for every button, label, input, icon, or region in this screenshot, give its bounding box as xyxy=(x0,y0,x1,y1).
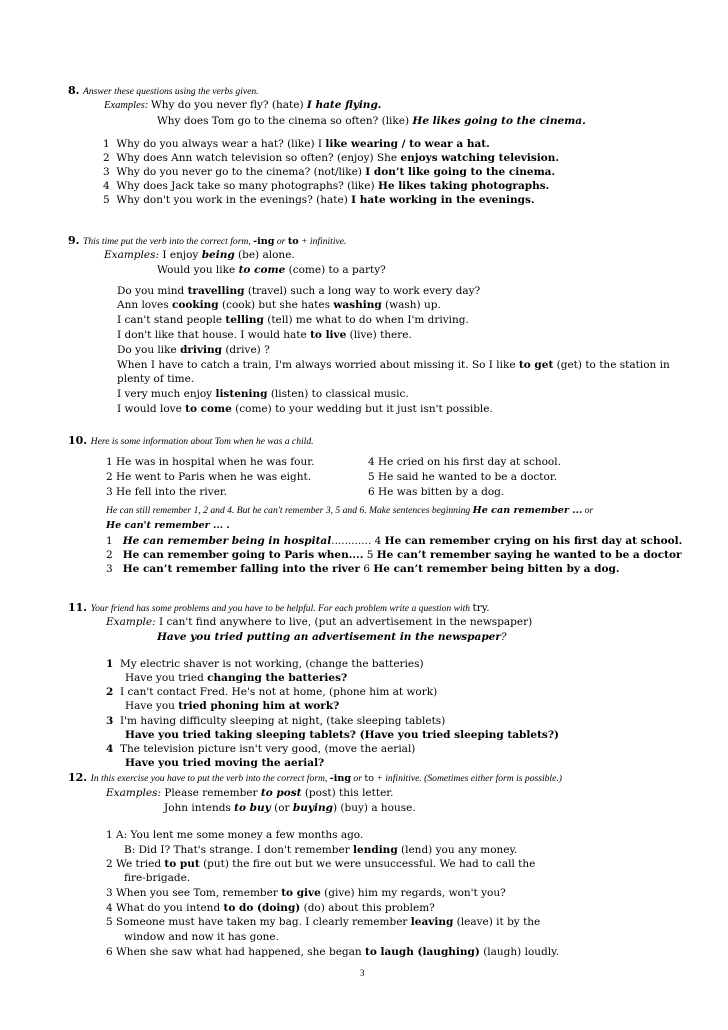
exercise-10-fact-1: 1 He was in hospital when he was four. xyxy=(106,456,315,468)
exercise-11-item-4-answer: Have you tried moving the aerial? xyxy=(125,757,325,769)
exercise-10-answer-1: 1 He can remember being in hospital............ 4 He can remember crying on his first day at school. xyxy=(106,535,683,547)
exercise-12-item-3: 3 When you see Tom, remember to give (give) him my regards, won't you? xyxy=(106,887,506,899)
exercise-10-answer-2: 2 He can remember going to Paris when.... 5 He can’t remember saying he wanted to be a doctor xyxy=(106,549,682,561)
exercise-8-example-2: Why does Tom go to the cinema so often? (like) He likes going to the cinema. xyxy=(157,115,586,127)
exercise-12-item-4: 4 What do you intend to do (doing) (do) about this problem? xyxy=(106,902,435,914)
exercise-10-fact-2: 2 He went to Paris when he was eight. xyxy=(106,471,312,483)
exercise-8-item-4: 4 Why does Jack take so many photographs? (like) He likes taking photographs. xyxy=(103,180,550,192)
exercise-8-item-3: 3 Why do you never go to the cinema? (not/like) I don’t like going to the cinema. xyxy=(103,166,556,178)
exercise-12-item-1b: B: Did I? That's strange. I don't remember lending (lend) you any money. xyxy=(124,844,518,856)
exercise-11-item-2-answer: Have you tried phoning him at work? xyxy=(125,700,340,712)
exercise-10-task: He can still remember 1, 2 and 4. But he can't remember 3, 5 and 6. Make sentences beginning He can remember ... or xyxy=(106,505,594,516)
exercise-12-example-1: Examples: Please remember to post (post) this letter. xyxy=(106,787,394,799)
exercise-11-example: Example: I can't find anywhere to live, (put an advertisement in the newspaper) xyxy=(106,616,533,628)
exercise-9-line-4: I don't like that house. I would hate to live (live) there. xyxy=(117,329,412,341)
exercise-9-heading: 9. This time put the verb into the correct form, -ing or to + infinitive. xyxy=(68,234,347,247)
exercise-11-item-3-answer: Have you tried taking sleeping tablets? (Have you tried sleeping tablets?) xyxy=(125,729,559,741)
exercise-8-item-1: 1 Why do you always wear a hat? (like) I like wearing / to wear a hat. xyxy=(103,138,490,150)
exercise-11-item-1-answer: Have you tried changing the batteries? xyxy=(125,672,348,684)
exercise-12-heading: 12. In this exercise you have to put the verb into the correct form, -ing or to + infinitive. (Sometimes either form is possible.) xyxy=(68,771,562,784)
exercise-10-fact-3: 3 He fell into the river. xyxy=(106,486,228,498)
exercise-9-line-7: I very much enjoy listening (listen) to classical music. xyxy=(117,388,409,400)
exercise-10-heading: 10. Here is some information about Tom when he was a child. xyxy=(68,434,314,447)
exercise-9-line-3: I can't stand people telling (tell) me what to do when I'm driving. xyxy=(117,314,469,326)
exercise-9-line-6: When I have to catch a train, I'm always worried about missing it. So I like to get (get) to the station in xyxy=(117,359,670,371)
exercise-8-item-5: 5 Why don't you work in the evenings? (hate) I hate working in the evenings. xyxy=(103,194,535,206)
exercise-11-item-4: 4 The television picture isn't very good, (move the aerial) xyxy=(106,743,416,755)
exercise-11-item-2: 2 I can't contact Fred. He's not at home, (phone him at work) xyxy=(106,686,438,698)
exercise-11-heading: 11. Your friend has some problems and you have to be helpful. For each problem write a question with try. xyxy=(68,601,490,614)
exercise-12-item-5: 5 Someone must have taken my bag. I clearly remember leaving (leave) it by the xyxy=(106,916,541,928)
exercise-12-item-5-cont: window and now it has gone. xyxy=(124,931,279,943)
exercise-11-item-3: 3 I'm having difficulty sleeping at night, (take sleeping tablets) xyxy=(106,715,446,727)
exercise-12-item-1a: 1 A: You lent me some money a few months ago. xyxy=(106,829,364,841)
exercise-9-line-8: I would love to come (come) to your wedding but it just isn't possible. xyxy=(117,403,493,415)
exercise-11-example-answer: Have you tried putting an advertisement in the newspaper? xyxy=(157,631,507,643)
exercise-12-example-2: John intends to buy (or buying) (buy) a house. xyxy=(164,802,416,814)
exercise-11-item-1: 1 My electric shaver is not working, (change the batteries) xyxy=(106,658,424,670)
exercise-8-heading: 8. Answer these questions using the verbs given. xyxy=(68,84,259,97)
exercise-8-item-2: 2 Why does Ann watch television so often? (enjoy) She enjoys watching television. xyxy=(103,152,560,164)
exercise-9-example-1: Examples: I enjoy being (be) alone. xyxy=(104,249,295,261)
exercise-10-answer-3: 3 He can’t remember falling into the river 6 He can’t remember being bitten by a dog. xyxy=(106,563,620,575)
exercise-9-line-2: Ann loves cooking (cook) but she hates washing (wash) up. xyxy=(117,299,441,311)
exercise-9-example-2: Would you like to come (come) to a party? xyxy=(157,264,386,276)
exercise-8-example-1: Examples: Why do you never fly? (hate) I hate flying. xyxy=(104,99,382,111)
exercise-10-fact-4: 4 He cried on his first day at school. xyxy=(368,456,561,468)
exercise-10-fact-5: 5 He said he wanted to be a doctor. xyxy=(368,471,558,483)
exercise-9-line-1: Do you mind travelling (travel) such a long way to work every day? xyxy=(117,285,481,297)
exercise-9-line-6-cont: plenty of time. xyxy=(117,373,195,385)
exercise-12-item-2-cont: fire-brigade. xyxy=(124,872,191,884)
exercise-10-task-cont: He can't remember ... . xyxy=(106,520,230,531)
exercise-12-item-2: 2 We tried to put (put) the fire out but we were unsuccessful. We had to call the xyxy=(106,858,536,870)
exercise-10-fact-6: 6 He was bitten by a dog. xyxy=(368,486,505,498)
page-number: 3 xyxy=(360,968,365,978)
exercise-9-line-5: Do you like driving (drive) ? xyxy=(117,344,270,356)
exercise-12-item-6: 6 When she saw what had happened, she began to laugh (laughing) (laugh) loudly. xyxy=(106,946,559,958)
